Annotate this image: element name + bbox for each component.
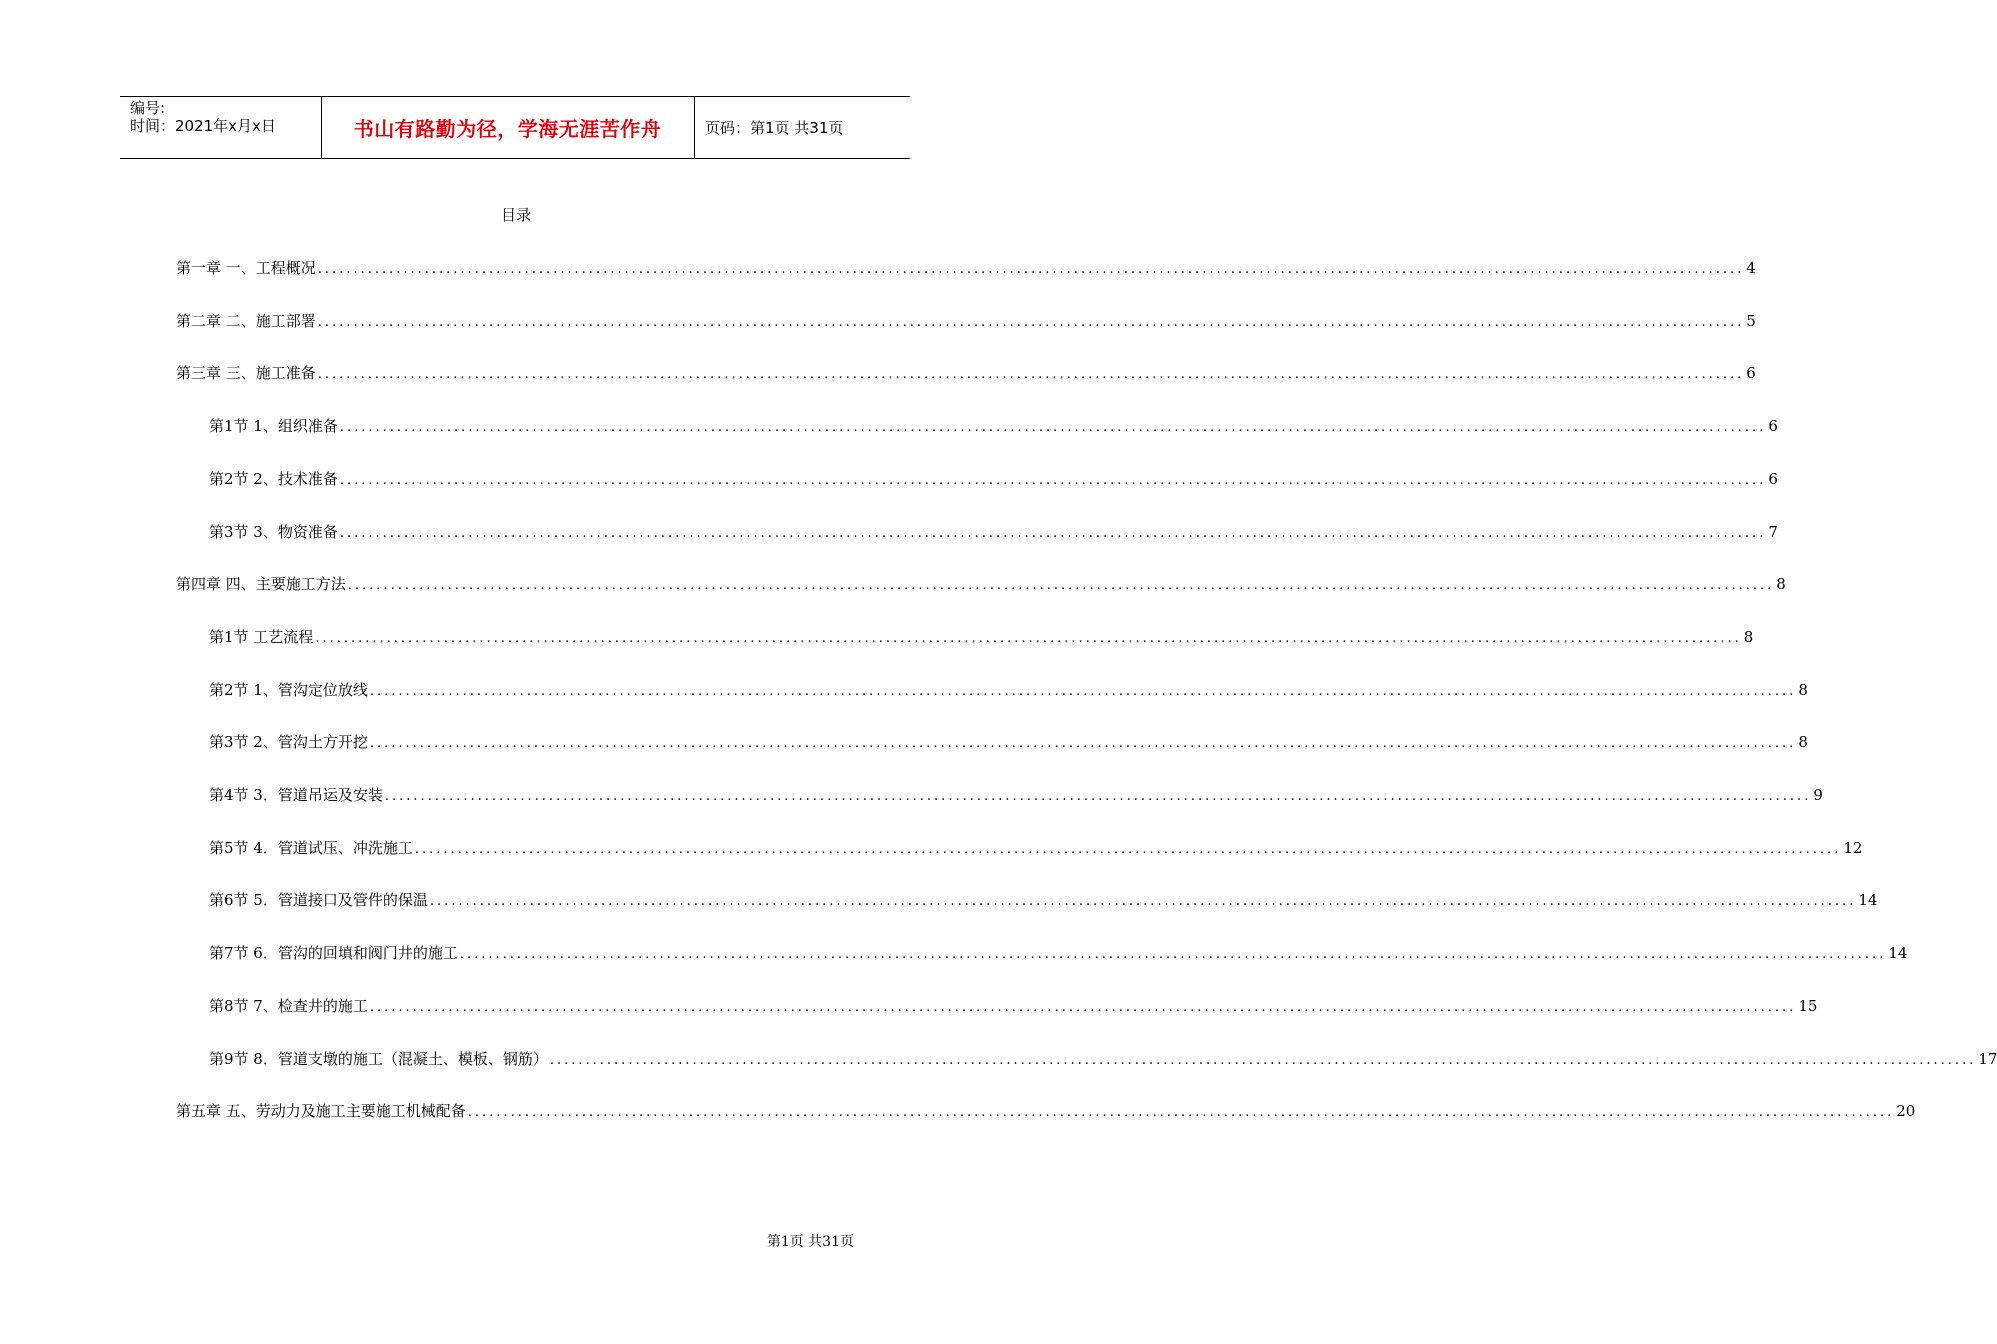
toc-dot-leader: ........................................................................................................................................................................................................ bbox=[347, 578, 1775, 594]
toc-entry[interactable] bbox=[209, 784, 1823, 808]
toc-entry[interactable] bbox=[209, 889, 1878, 913]
toc-dot-leader: ........................................................................................................................................................................................................ bbox=[317, 262, 1745, 277]
toc-entry-label: 第2节 1、管沟定位放线 bbox=[209, 680, 368, 699]
document-time-label: 时间：2021年x月x日 bbox=[130, 117, 276, 135]
toc-entry-page: 8 bbox=[1798, 733, 1808, 752]
toc-entry[interactable] bbox=[209, 942, 1908, 966]
toc-entry-label: 第5节 4．管道试压、冲洗施工 bbox=[209, 838, 413, 857]
toc-entry-page: 17 bbox=[1978, 1049, 1997, 1068]
toc-dot-leader: ........................................................................................................................................................................................................ bbox=[339, 525, 1767, 541]
toc-entry[interactable] bbox=[209, 468, 1778, 492]
document-number-label: 编号: bbox=[130, 99, 166, 117]
toc-title: 目录 bbox=[500, 206, 531, 224]
toc-entry-page: 5 bbox=[1746, 311, 1756, 330]
toc-entry-page: 9 bbox=[1813, 786, 1823, 804]
toc-dot-leader: ........................................................................................................................................................................................................ bbox=[339, 420, 1767, 436]
toc-entry[interactable] bbox=[209, 1048, 1997, 1072]
toc-entry-label: 第一章 一、工程概况 bbox=[176, 259, 316, 277]
toc-entry-page: 14 bbox=[1888, 944, 1908, 963]
toc-entry[interactable] bbox=[209, 626, 1754, 650]
toc-dot-leader: ........................................................................................................................................................................................................ bbox=[429, 894, 1857, 910]
toc-entry-label: 第五章 五、劳动力及施工主要施工机械配备 bbox=[176, 1102, 466, 1121]
toc-entry[interactable] bbox=[209, 521, 1778, 545]
toc-entry-page: 8 bbox=[1743, 627, 1754, 646]
toc-entry-page: 6 bbox=[1768, 417, 1778, 436]
toc-dot-leader: ........................................................................................................................................................................................................ bbox=[467, 1105, 1895, 1121]
toc-dot-leader: ........................................................................................................................................................................................................ bbox=[369, 999, 1797, 1015]
toc-entry-label: 第6节 5．管道接口及管件的保温 bbox=[209, 891, 428, 910]
toc-dot-leader: ........................................................................................................................................................................................................ bbox=[414, 841, 1842, 857]
page-header bbox=[120, 96, 910, 159]
toc-dot-leader: ........................................................................................................................................................................................................ bbox=[459, 947, 1887, 963]
toc-entry-label: 第1节 1、组织准备 bbox=[209, 417, 338, 436]
toc-entry[interactable] bbox=[176, 1100, 1916, 1124]
toc-entry-page: 7 bbox=[1768, 522, 1778, 541]
toc-dot-leader: ........................................................................................................................................................................................................ bbox=[384, 789, 1812, 804]
toc-dot-leader: ........................................................................................................................................................................................................ bbox=[317, 314, 1745, 330]
toc-entry[interactable] bbox=[209, 415, 1778, 439]
toc-entry-page: 6 bbox=[1768, 469, 1778, 488]
header-meta bbox=[130, 97, 320, 158]
toc-dot-leader: ........................................................................................................................................................................................................ bbox=[339, 472, 1767, 488]
toc-entry-label: 第9节 8．管道支墩的施工（混凝土、模板、钢筋） bbox=[209, 1049, 548, 1068]
toc-dot-leader: ........................................................................................................................................................................................................ bbox=[369, 683, 1797, 699]
toc-dot-leader: ........................................................................................................................................................................................................ bbox=[317, 367, 1745, 383]
toc-dot-leader: ........................................................................................................................................................................................................ bbox=[369, 736, 1797, 752]
toc-entry-page: 8 bbox=[1776, 575, 1786, 594]
toc-entry[interactable] bbox=[209, 679, 1808, 703]
toc-entry-label: 第三章 三、施工准备 bbox=[176, 364, 316, 383]
toc-entry-label: 第1节 工艺流程 bbox=[209, 627, 314, 646]
toc-entry-label: 第7节 6．管沟的回填和阀门井的施工 bbox=[209, 944, 458, 963]
header-page-number: 页码：第1页 共31页 bbox=[705, 119, 844, 137]
toc-entry-page: 14 bbox=[1858, 891, 1878, 910]
toc-entry[interactable] bbox=[209, 731, 1808, 755]
toc-entry[interactable] bbox=[209, 837, 1863, 861]
footer-page-number: 第1页 共31页 bbox=[766, 1234, 854, 1250]
toc-entry-page: 20 bbox=[1896, 1102, 1916, 1121]
toc-entry-page: 12 bbox=[1843, 838, 1863, 857]
toc-entry-page: 8 bbox=[1798, 680, 1808, 699]
toc-entry-label: 第3节 3、物资准备 bbox=[209, 522, 338, 541]
toc-entry[interactable] bbox=[209, 995, 1818, 1019]
header-motto: 书山有路勤为径，学海无涯苦作舟 bbox=[353, 117, 662, 141]
toc-entry[interactable] bbox=[176, 362, 1756, 386]
toc-entry-page: 6 bbox=[1746, 364, 1756, 383]
toc-entry-label: 第二章 二、施工部署 bbox=[176, 311, 316, 330]
toc-entry-page: 4 bbox=[1746, 259, 1756, 277]
toc-entry-label: 第3节 2、管沟土方开挖 bbox=[209, 733, 368, 752]
toc-entry[interactable] bbox=[176, 257, 1756, 281]
toc-entry-page: 15 bbox=[1798, 996, 1818, 1015]
toc-entry-label: 第四章 四、主要施工方法 bbox=[176, 575, 346, 594]
toc-entry[interactable] bbox=[176, 310, 1756, 334]
toc-entry-label: 第4节 3．管道吊运及安装 bbox=[209, 786, 383, 804]
toc-dot-leader: ........................................................................................................................................................................................................ bbox=[315, 630, 1742, 646]
toc-dot-leader: ........................................................................................................................................................................................................ bbox=[549, 1052, 1977, 1068]
toc-entry[interactable] bbox=[176, 573, 1786, 597]
toc-entry-label: 第8节 7、检查井的施工 bbox=[209, 996, 368, 1015]
toc-entry-label: 第2节 2、技术准备 bbox=[209, 469, 338, 488]
